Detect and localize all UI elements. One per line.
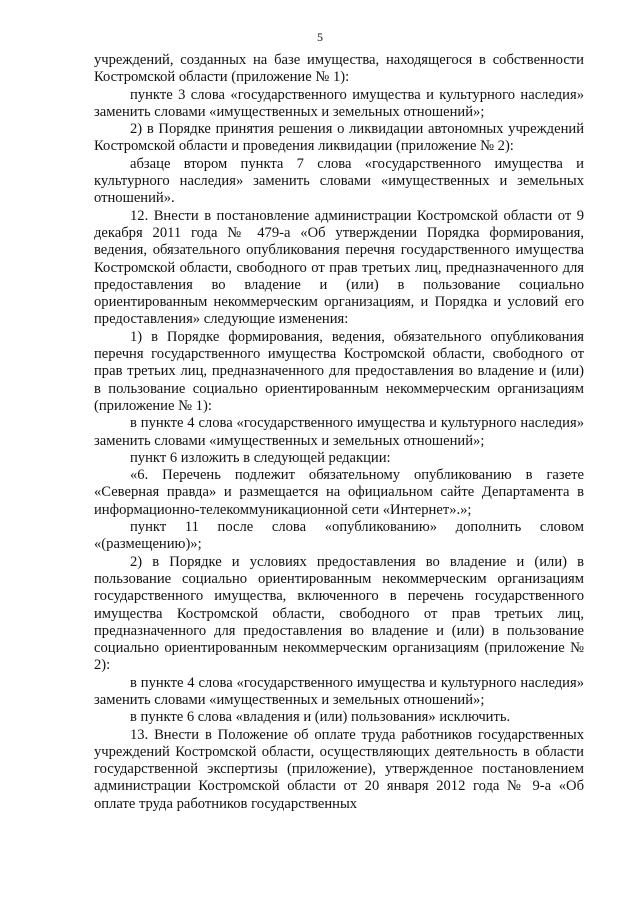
- paragraph: пункт 6 изложить в следующей редакции:: [130, 449, 391, 466]
- paragraph: пункт 11 после слова «опубликованию» дополнить словом «(размещению)»;: [94, 519, 584, 553]
- paragraph: 2) в Порядке и условиях предоставления во владение и (или) в пользование социально ориентированным некоммерческим организациям государственного имущества, включенного в перечень государственного имущества Костромской области, свободного от прав третьих лиц, предназначенного для предоставления во владение и (или) в пользование социально ориентированным некоммерческим организациям (приложение № 2):: [94, 553, 584, 674]
- paragraph: в пункте 6 слова «владения и (или) пользования» исключить.: [130, 709, 511, 726]
- paragraph: 12. Внести в постановление администрации Костромской области от 9 декабря 2011 года № 479-а «Об утверждении Порядка формирования, ведения, обязательного опубликования перечня государственного имущества Костромской области, свободного от прав третьих лиц, предназначенного для предоставления во владение и (или) в пользование социально ориентированным некоммерческим организациям, и Порядка и условий его предоставления» следующие изменения:: [94, 207, 584, 328]
- paragraph: в пункте 4 слова «государственного имущества и культурного наследия» заменить словами «имущественных и земельных отношений»;: [94, 674, 584, 708]
- paragraph: 1) в Порядке формирования, ведения, обязательного опубликования перечня государственного имущества Костромской области, свободного от прав третьих лиц, предназначенного для предоставления во владение и (или) в пользование социально ориентированным некоммерческим организациям (приложение № 1):: [94, 328, 584, 414]
- paragraph: абзаце втором пункта 7 слова «государственного имущества и культурного наследия» заменить словами «имущественных и земельных отношений».: [94, 155, 584, 207]
- paragraph: 2) в Порядке принятия решения о ликвидации автономных учреждений Костромской области и проведения ликвидации (приложение № 2):: [94, 121, 584, 155]
- paragraph: 13. Внести в Положение об оплате труда работников государственных учреждений Костромской области, осуществляющих деятельность в области государственной экспертизы (приложение), утвержденное постановлением администрации Костромской области от 20 января 2012 года № 9-а «Об оплате труда работников государственных: [94, 726, 584, 812]
- paragraph: пункте 3 слова «государственного имущества и культурного наследия» заменить словами «имущественных и земельных отношений»;: [94, 86, 584, 120]
- document-body: [94, 52, 584, 813]
- page-number: 5: [317, 30, 323, 44]
- paragraph: учреждений, созданных на базе имущества, находящегося в собственности Костромской области (приложение № 1):: [94, 52, 584, 86]
- paragraph: «6. Перечень подлежит обязательному опубликованию в газете «Северная правда» и размещается на официальном сайте Департамента в информационно-телекоммуникационной сети «Интернет».»;: [94, 467, 584, 518]
- paragraph: в пункте 4 слова «государственного имущества и культурного наследия» заменить словами «имущественных и земельных отношений»;: [94, 415, 584, 449]
